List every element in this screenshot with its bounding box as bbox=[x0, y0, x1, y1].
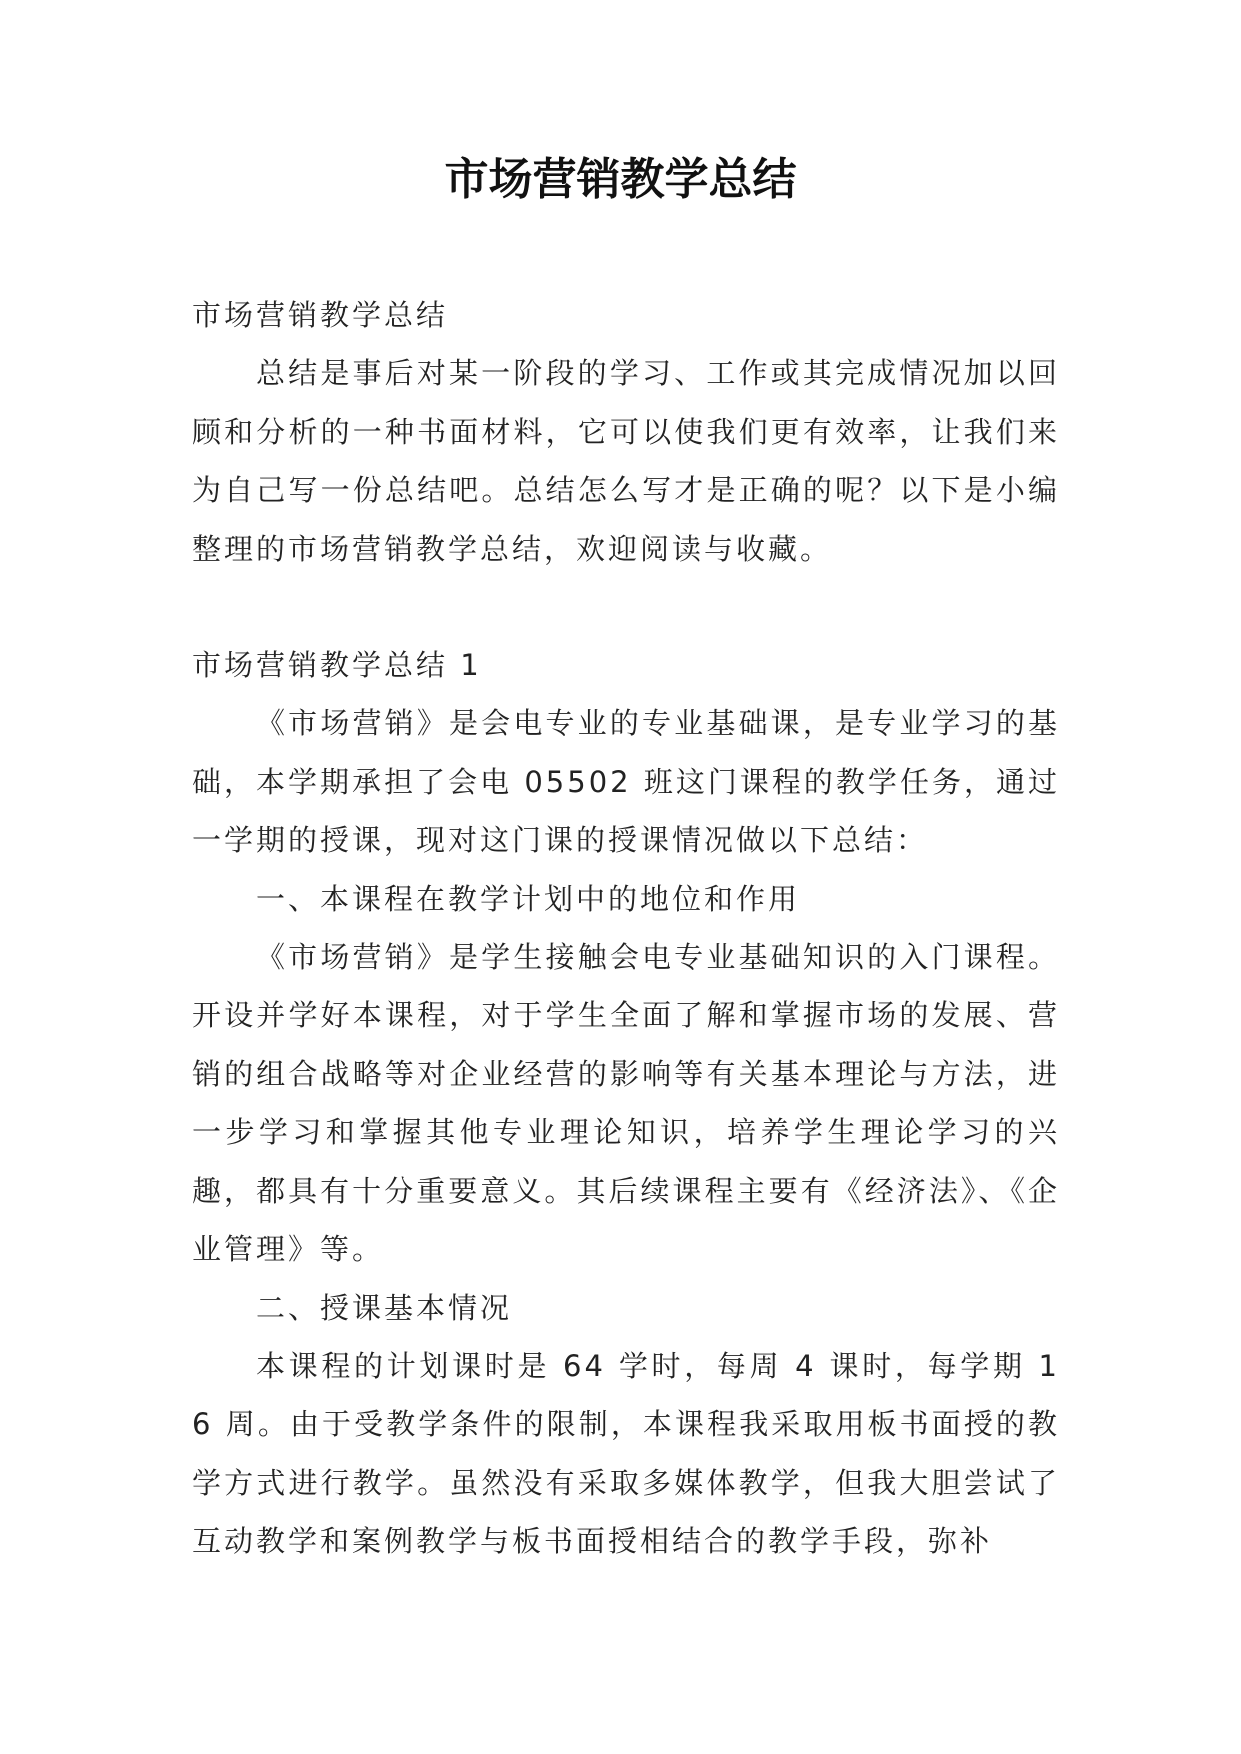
paragraph: 《市场营销》是学生接触会电专业基础知识的入门课程。开设并学好本课程，对于学生全面了解和掌握市场的发展、营销的组合战略等对企业经营的影响等有关基本理论与方法，进一步学习和掌握其他专业理论知识，培养学生理论学习的兴趣，都具有十分重要意义。其后续课程主要有《经济法》、《企业管理》等。 bbox=[192, 940, 1060, 1267]
paragraph: 总结是事后对某一阶段的学习、工作或其完成情况加以回顾和分析的一种书面材料，它可以使我们更有效率，让我们来为自己写一份总结吧。总结怎么写才是正确的呢？以下是小编整理的市场营销教学总结，欢迎阅读与收藏。 bbox=[192, 356, 1060, 566]
document-body bbox=[192, 286, 1060, 1571]
paragraph: 《市场营销》是会电专业的专业基础课，是专业学习的基础，本学期承担了会电 05502 班这门课程的教学任务，通过一学期的授课，现对这门课的授课情况做以下总结： bbox=[192, 706, 1060, 858]
document-title: 市场营销教学总结 bbox=[444, 154, 797, 205]
paragraph: 本课程的计划课时是 64 学时，每周 4 课时，每学期 16 周。由于受教学条件的限制，本课程我采取用板书面授的教学方式进行教学。虽然没有采取多媒体教学，但我大胆尝试了互动教学和案例教学与板书面授相结合的教学手段，弥补 bbox=[192, 1348, 1060, 1559]
paragraph: 二、授课基本情况 bbox=[256, 1290, 513, 1325]
paragraph: 市场营销教学总结 bbox=[192, 298, 449, 332]
paragraph: 市场营销教学总结 1 bbox=[192, 648, 482, 683]
paragraph: 一、本课程在教学计划中的地位和作用 bbox=[256, 881, 801, 916]
